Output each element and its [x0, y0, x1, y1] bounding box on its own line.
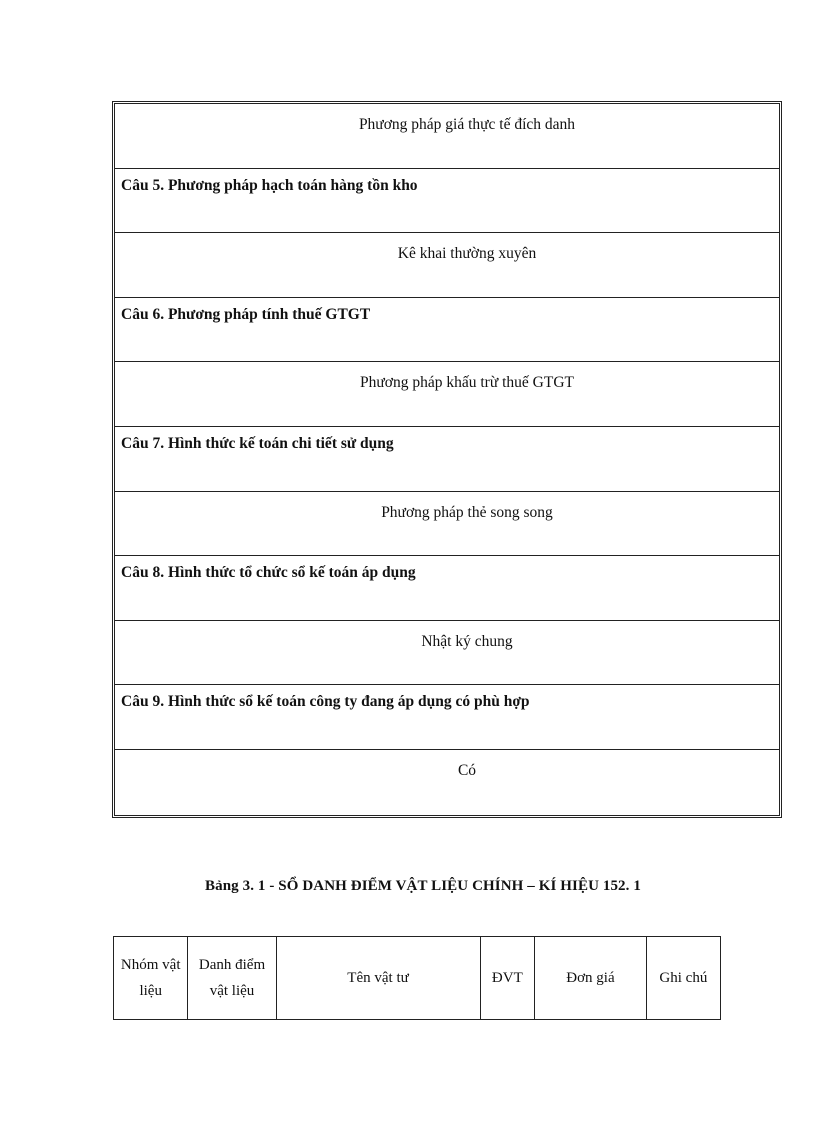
col-header-name: Tên vật tư	[276, 937, 480, 1020]
answer-row	[115, 750, 779, 815]
col-header-price: Đơn giá	[535, 937, 647, 1020]
material-catalog-table	[113, 936, 721, 1020]
question-row	[115, 556, 779, 621]
question-text: Câu 5. Phương pháp hạch toán hàng tồn kho	[121, 176, 418, 194]
col-header-note: Ghi chú	[646, 937, 720, 1020]
answer-row	[115, 362, 779, 427]
answer-text: Phương pháp thẻ song song	[381, 503, 553, 521]
question-row	[115, 169, 779, 234]
answer-text: Nhật ký chung	[421, 632, 513, 650]
answer-row	[115, 492, 779, 557]
question-text: Câu 7. Hình thức kế toán chi tiết sử dụng	[121, 434, 394, 452]
answer-text: Kê khai thường xuyên	[397, 245, 537, 263]
question-row	[115, 298, 779, 363]
col-header-group: Nhóm vật liệu	[114, 937, 188, 1020]
question-text: Câu 9. Hình thức sổ kế toán công ty đang áp dụng có phù hợp	[121, 693, 530, 711]
question-text: Câu 6. Phương pháp tính thuế GTGT	[121, 305, 371, 323]
question-text: Câu 8. Hình thức tổ chức sổ kế toán áp dụng	[121, 564, 416, 582]
answer-row	[115, 621, 779, 686]
answer-text: Phương pháp giá thực tế đích danh	[358, 116, 576, 133]
question-row	[115, 685, 779, 750]
col-header-code: Danh điểm vật liệu	[188, 937, 276, 1020]
answer-row	[115, 104, 779, 169]
answer-row	[115, 233, 779, 298]
table-header-row	[114, 937, 721, 1020]
answer-text: Có	[457, 761, 477, 779]
table-caption: Bảng 3. 1 - SỔ DANH ĐIỂM VẬT LIỆU CHÍNH – KÍ HIỆU 152. 1	[205, 878, 641, 894]
col-header-unit: ĐVT	[480, 937, 535, 1020]
qa-table	[112, 101, 782, 818]
answer-text: Phương pháp khấu trừ thuế GTGT	[360, 374, 574, 392]
question-row	[115, 427, 779, 492]
